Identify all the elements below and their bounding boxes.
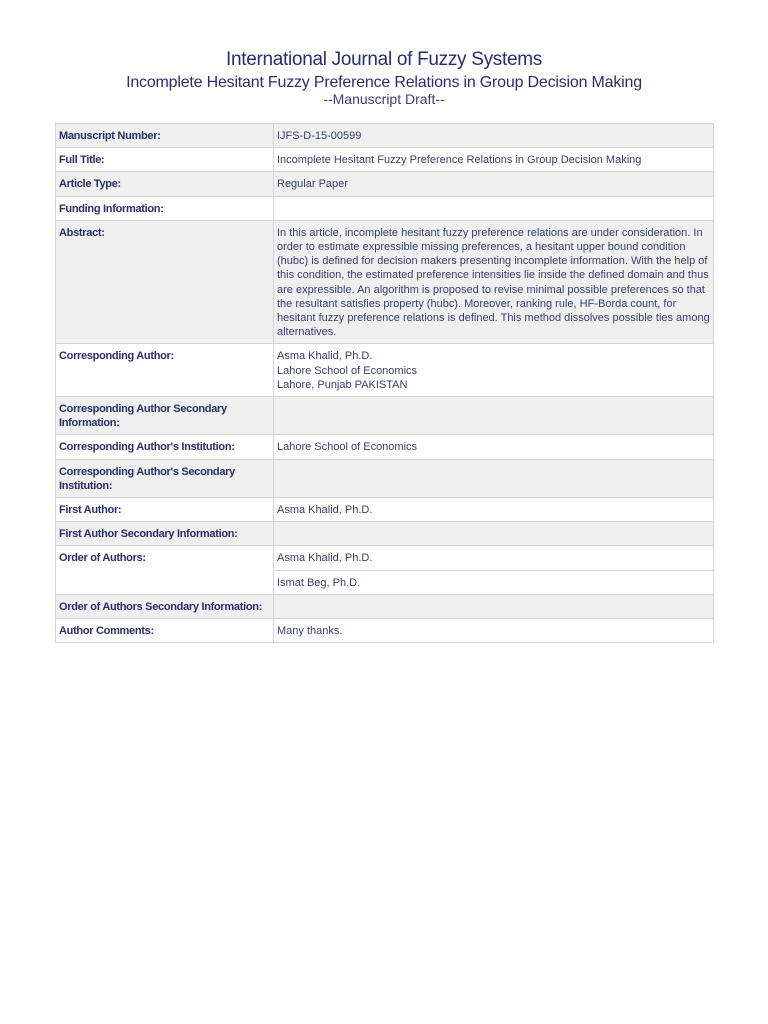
paper-title: Incomplete Hesitant Fuzzy Preference Relations in Group Decision Making — [126, 74, 642, 91]
table-row — [56, 522, 714, 546]
field-value: Regular Paper — [274, 172, 714, 196]
field-label: First Author Secondary Information: — [56, 522, 274, 546]
journal-title: International Journal of Fuzzy Systems — [226, 49, 542, 70]
table-row — [56, 220, 714, 344]
table-row — [56, 546, 714, 570]
field-value — [274, 397, 714, 435]
field-label: First Author: — [56, 498, 274, 522]
field-label: Order of Authors Secondary Information: — [56, 594, 274, 618]
table-row — [56, 196, 714, 220]
field-value — [274, 196, 714, 220]
author-entry: Ismat Beg, Ph.D. — [274, 570, 714, 594]
field-value: Incomplete Hesitant Fuzzy Preference Relations in Group Decision Making — [274, 148, 714, 172]
author-institution: Lahore School of Economics — [277, 364, 418, 377]
field-label: Corresponding Author: — [56, 344, 274, 397]
field-label: Author Comments: — [56, 619, 274, 643]
field-value — [274, 344, 714, 397]
field-value — [274, 459, 714, 497]
table-row — [56, 397, 714, 435]
field-label-line: Corresponding Author's Secondary — [59, 465, 235, 478]
author-name: Asma Khalid, Ph.D. — [277, 350, 373, 363]
field-label-line: Institution: — [59, 479, 113, 492]
table-row — [56, 435, 714, 459]
table-row — [56, 459, 714, 497]
field-label: Manuscript Number: — [56, 124, 274, 148]
document-header — [0, 49, 768, 107]
field-value — [274, 594, 714, 618]
field-label: Funding Information: — [56, 196, 274, 220]
field-value — [274, 522, 714, 546]
field-value: Asma Khalid, Ph.D. — [274, 498, 714, 522]
field-label — [56, 459, 274, 497]
field-label — [56, 397, 274, 435]
table-row — [56, 619, 714, 643]
field-label: Order of Authors: — [56, 546, 274, 594]
table-row — [56, 344, 714, 397]
table-row — [56, 148, 714, 172]
table-row — [56, 594, 714, 618]
author-location: Lahore, Punjab PAKISTAN — [277, 378, 408, 391]
field-value: Lahore School of Economics — [274, 435, 714, 459]
table-row — [56, 124, 714, 148]
author-entry: Asma Khalid, Ph.D. — [274, 546, 714, 570]
manuscript-info-table — [55, 123, 714, 643]
field-label-line: Information: — [59, 417, 120, 430]
field-value: IJFS-D-15-00599 — [274, 124, 714, 148]
field-label: Corresponding Author's Institution: — [56, 435, 274, 459]
table-row — [56, 172, 714, 196]
field-label: Abstract: — [56, 220, 274, 344]
field-value: Many thanks. — [274, 619, 714, 643]
table-row — [56, 498, 714, 522]
field-label: Full Title: — [56, 148, 274, 172]
abstract-text: In this article, incomplete hesitant fuzzy preference relations are under consideration. In order to estimate expressible missing preferences, a hesitant upper bound condition (hubc) is defined for decision makers presenting incomplete information. With the help of this condition, the estimated preference intensities lie inside the defined domain and thus are expressible. An algorithm is proposed to revise minimal possible preferences so that the resultant satisfies property (hubc). Moreover, ranking rule, HF-Borda count, for hesitant fuzzy preference relations is defined. This method dissolves possible ties among alternatives. — [274, 220, 714, 344]
field-label-line: Corresponding Author Secondary — [59, 403, 227, 416]
draft-label: --Manuscript Draft-- — [323, 91, 445, 107]
field-label: Article Type: — [56, 172, 274, 196]
